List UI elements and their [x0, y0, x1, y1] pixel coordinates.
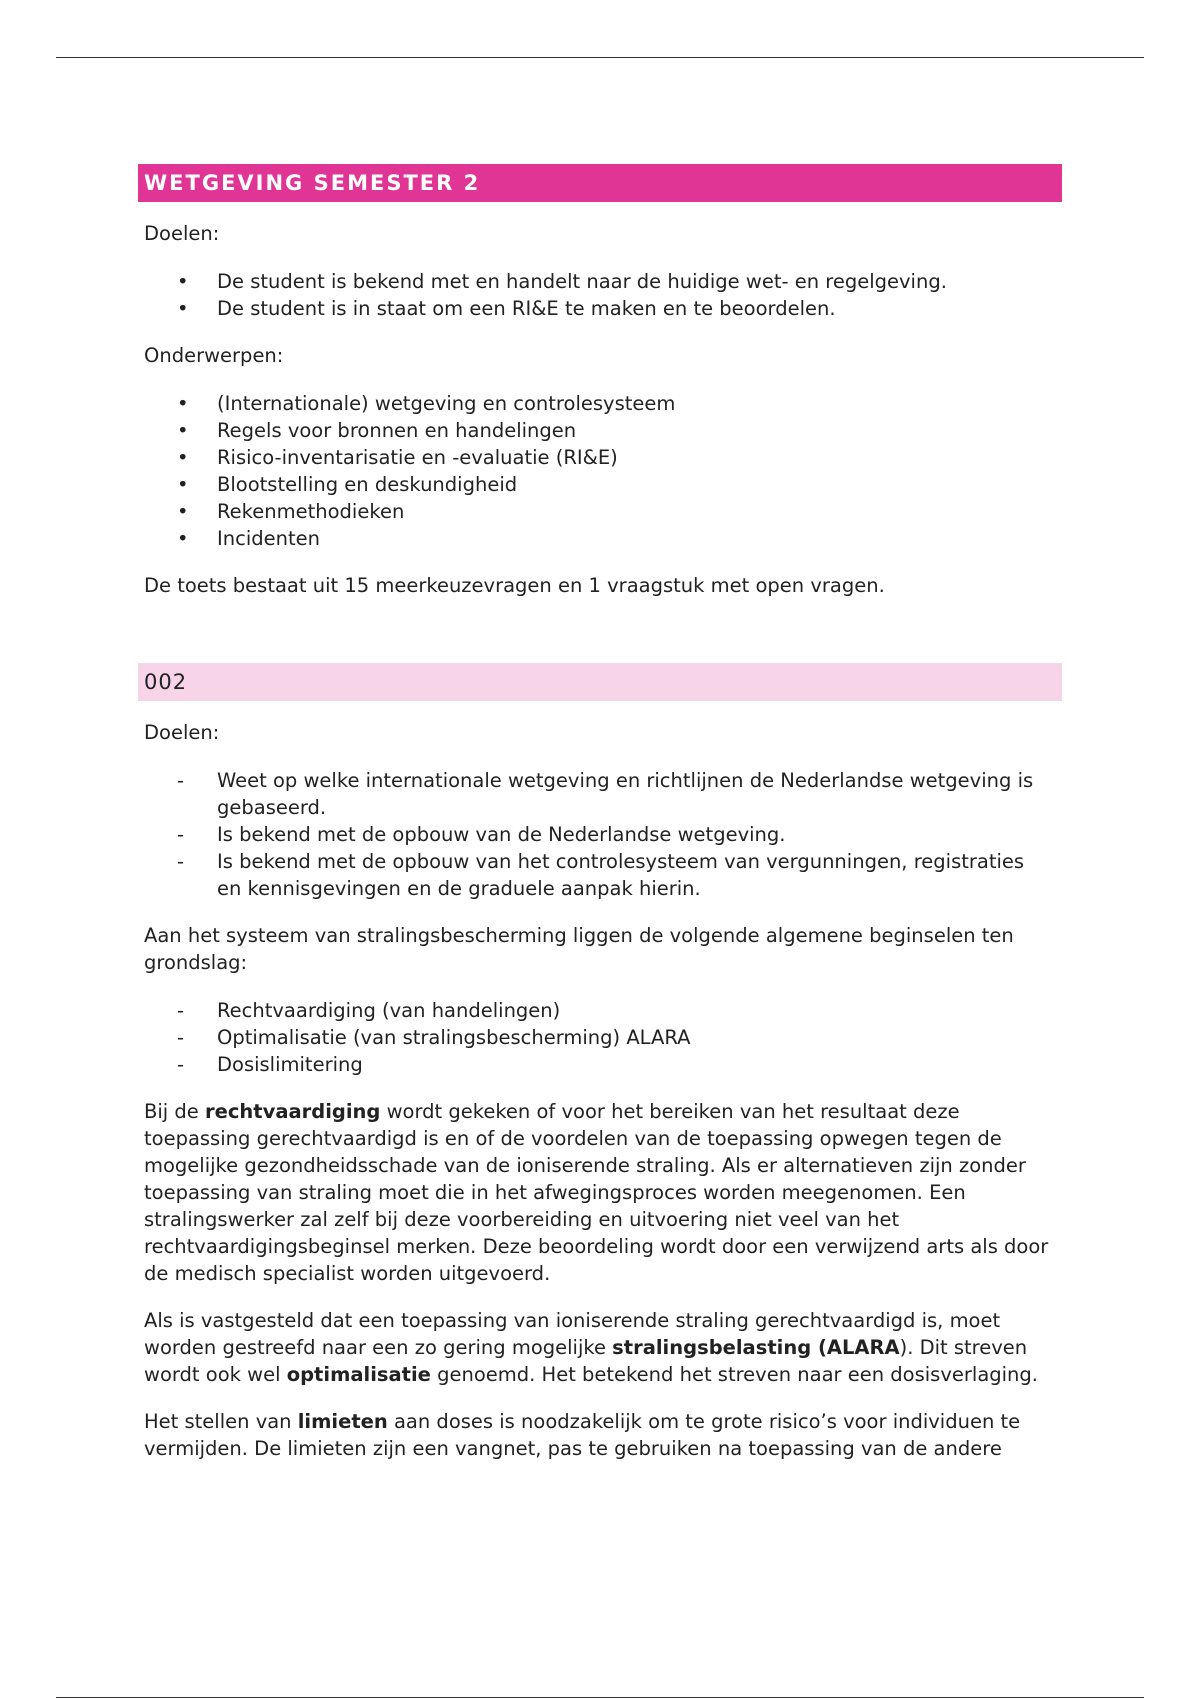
- paragraph-limieten: [138, 1408, 1062, 1462]
- list-item-text: Rechtvaardiging (van handelingen): [217, 999, 561, 1022]
- goals-list: [138, 268, 1062, 322]
- list-item-text: Optimalisatie (van stralingsbescherming) ALARA: [217, 1026, 691, 1049]
- list-item: [138, 1024, 1062, 1051]
- header-rule: [56, 57, 1144, 58]
- bullet-marker: •: [177, 446, 189, 469]
- list-item: [138, 471, 1062, 498]
- goals-label: Doelen:: [144, 721, 220, 744]
- paragraph-text: Bij de: [144, 1100, 205, 1123]
- list-item-text: (Internationale) wetgeving en controlesysteem: [217, 392, 676, 415]
- bullet-marker: •: [177, 392, 189, 415]
- dash-marker: -: [177, 1026, 185, 1049]
- list-item-text: De student is bekend met en handelt naar de huidige wet- en regelgeving.: [217, 270, 947, 293]
- principles-intro: Aan het systeem van stralingsbescherming liggen de volgende algemene beginselen ten grondslag:: [144, 924, 1014, 974]
- list-item: [138, 1051, 1062, 1078]
- paragraph-text: ). Dit streven wordt ook wel: [144, 1336, 1028, 1386]
- list-item-text: Regels voor bronnen en handelingen: [217, 419, 577, 442]
- bold-term-stralingsbelasting: stralingsbelasting (ALARA: [612, 1336, 900, 1359]
- list-item: [138, 390, 1062, 417]
- bullet-marker: •: [177, 419, 189, 442]
- section-heading-text: 002: [144, 669, 188, 694]
- list-item-text: Incidenten: [217, 527, 320, 550]
- list-item: [138, 268, 1062, 295]
- list-item: [138, 295, 1062, 322]
- list-item: [138, 525, 1062, 552]
- bullet-marker: •: [177, 297, 189, 320]
- dash-marker: -: [177, 823, 185, 846]
- bold-term-rechtvaardiging: rechtvaardiging: [205, 1100, 381, 1123]
- goals-list-002: [138, 767, 1062, 902]
- paragraph-rechtvaardiging: [138, 1098, 1062, 1287]
- bullet-marker: •: [177, 270, 189, 293]
- principles-list: [138, 997, 1062, 1078]
- list-item: [138, 848, 1062, 902]
- topics-list: [138, 390, 1062, 552]
- list-item-text: Is bekend met de opbouw van de Nederlandse wetgeving.: [217, 823, 786, 846]
- goals-label: Doelen:: [144, 222, 220, 245]
- paragraph-text: wordt gekeken of voor het bereiken van het resultaat deze toepassing gerechtvaardigd is en of de voordelen van de toepassing opwegen tegen de mogelijke gezondheidsschade van de ioniserende straling. Als er alternatieven zijn zonder toepassing van straling moet die in het afwegingsproces worden meegenomen. Een stralingswerker zal zelf bij deze voorbereiding en uitvoering niet veel van het rechtvaardigingsbeginsel merken. Deze beoordeling wordt door een verwijzend arts als door de medisch specialist worden uitgevoerd.: [144, 1100, 1049, 1285]
- footer-rule: [56, 1697, 1144, 1698]
- dash-marker: -: [177, 999, 185, 1022]
- paragraph-text: Het stellen van: [144, 1410, 298, 1433]
- bullet-marker: •: [177, 527, 189, 550]
- bold-term-limieten: limieten: [297, 1410, 388, 1433]
- list-item-text: De student is in staat om een RI&E te maken en te beoordelen.: [217, 297, 836, 320]
- dash-marker: -: [177, 769, 185, 792]
- document-body: [138, 164, 1062, 1462]
- bullet-marker: •: [177, 473, 189, 496]
- topics-label: Onderwerpen:: [144, 344, 284, 367]
- section-heading-text: WETGEVING SEMESTER 2: [144, 170, 481, 195]
- list-item: [138, 498, 1062, 525]
- list-item-text: Blootstelling en deskundigheid: [217, 473, 518, 496]
- bullet-marker: •: [177, 500, 189, 523]
- test-note: De toets bestaat uit 15 meerkeuzevragen en 1 vraagstuk met open vragen.: [144, 574, 885, 597]
- list-item: [138, 417, 1062, 444]
- list-item: [138, 997, 1062, 1024]
- dash-marker: -: [177, 1053, 185, 1076]
- list-item: [138, 444, 1062, 471]
- dash-marker: -: [177, 850, 185, 873]
- paragraph-optimalisatie: [138, 1307, 1062, 1388]
- list-item-text: Risico-inventarisatie en -evaluatie (RI&E): [217, 446, 618, 469]
- list-item-text: Is bekend met de opbouw van het controlesysteem van vergunningen, registraties en kennisgevingen en de graduele aanpak hierin.: [217, 850, 1025, 900]
- paragraph-text: aan doses is noodzakelijk om te grote risico’s voor individuen te vermijden. De limieten zijn een vangnet, pas te gebruiken na toepassing van de andere: [144, 1410, 1021, 1460]
- list-item-text: Dosislimitering: [217, 1053, 363, 1076]
- paragraph-text: Als is vastgesteld dat een toepassing van ioniserende straling gerechtvaardigd is, moet worden gestreefd naar een zo gering mogelijke: [144, 1309, 1001, 1359]
- section-heading-wetgeving: [138, 164, 1062, 202]
- paragraph-text: genoemd. Het betekend het streven naar een dosisverlaging.: [430, 1363, 1038, 1386]
- section-heading-002: [138, 663, 1062, 701]
- list-item-text: Rekenmethodieken: [217, 500, 405, 523]
- bold-term-optimalisatie: optimalisatie: [286, 1363, 431, 1386]
- list-item: [138, 767, 1062, 821]
- list-item: [138, 821, 1062, 848]
- list-item-text: Weet op welke internationale wetgeving en richtlijnen de Nederlandse wetgeving is gebaseerd.: [217, 769, 1034, 819]
